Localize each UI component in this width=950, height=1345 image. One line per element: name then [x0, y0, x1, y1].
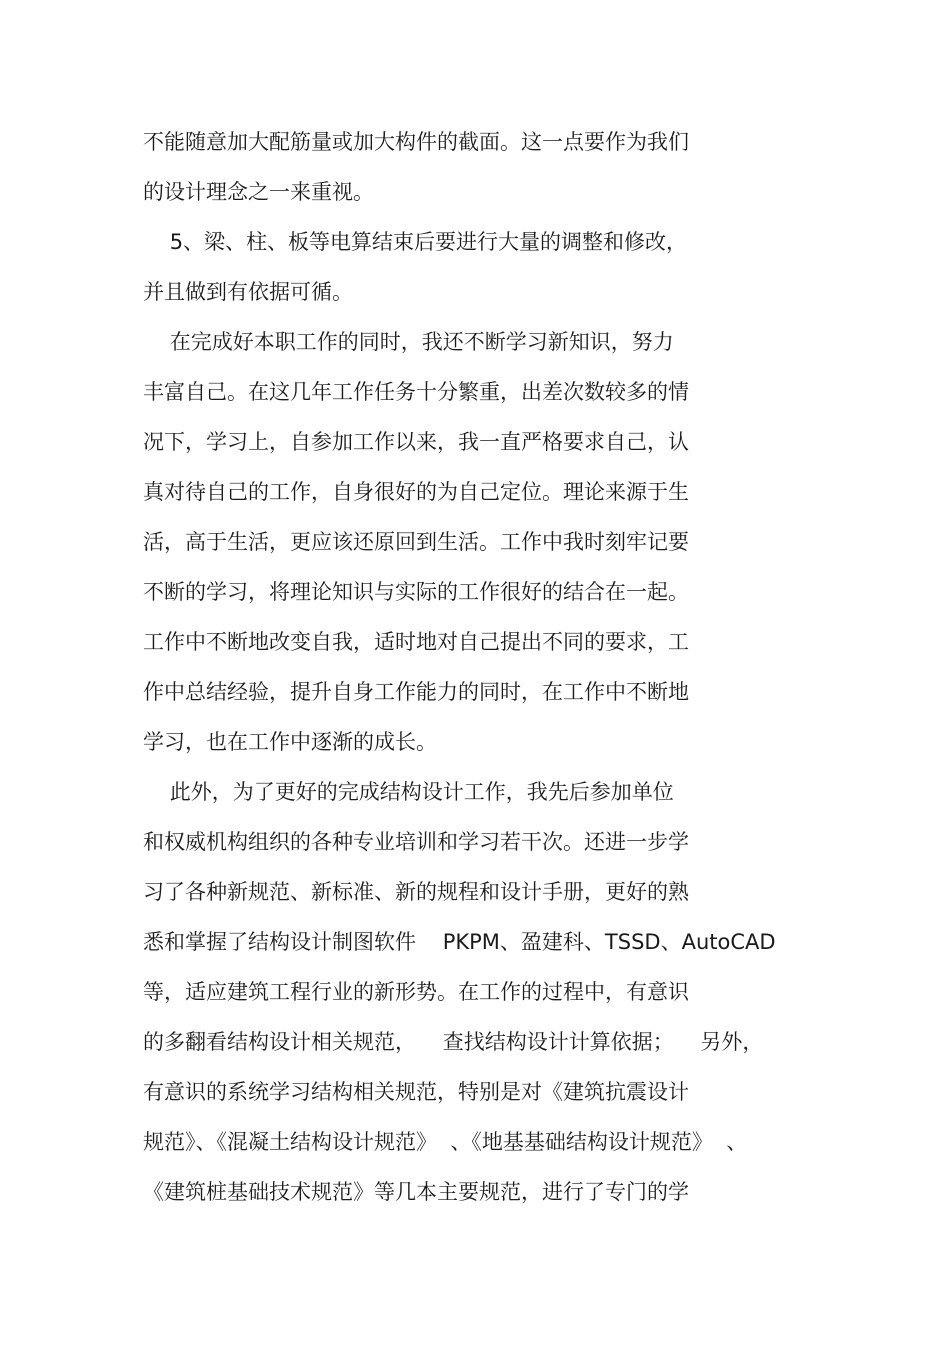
text-line-21: 规范》、《混凝土结构设计规范》 、《地基基础结构设计规范》 、 — [143, 1130, 748, 1154]
text-line-7: 况下，学习上，自参加工作以来，我一直严格要求自己，认 — [143, 430, 689, 454]
text-line-8: 真对待自己的工作，自身很好的为自己定位。理论来源于生 — [143, 480, 689, 504]
text-line-10: 不断的学习，将理论知识与实际的工作很好的结合在一起。 — [143, 580, 689, 604]
text-line-6: 丰富自己。在这几年工作任务十分繁重，出差次数较多的情 — [143, 380, 689, 404]
text-line-2: 的设计理念之一来重视。 — [143, 180, 374, 204]
text-line-14: 此外，为了更好的完成结构设计工作，我先后参加单位 — [143, 780, 674, 804]
text-line-5: 在完成好本职工作的同时，我还不断学习新知识，努力 — [143, 330, 674, 354]
text-line-19: 的多翻看结构设计相关规范， 查找结构设计计算依据； 另外， — [143, 1030, 764, 1054]
text-line-20: 有意识的系统学习结构相关规范，特别是对《建筑抗震设计 — [143, 1080, 689, 1104]
text-line-13: 学习，也在工作中逐渐的成长。 — [143, 730, 437, 754]
text-line-11: 工作中不断地改变自我，适时地对自己提出不同的要求，工 — [143, 630, 689, 654]
text-line-12: 作中总结经验，提升自身工作能力的同时，在工作中不断地 — [143, 680, 689, 704]
text-line-1: 不能随意加大配筋量或加大构件的截面。这一点要作为我们 — [143, 130, 689, 154]
text-line-18: 等，适应建筑工程行业的新形势。在工作的过程中，有意识 — [143, 980, 689, 1004]
text-line-15: 和权威机构组织的各种专业培训和学习若干次。还进一步学 — [143, 830, 689, 854]
text-line-16: 习了各种新规范、新标准、新的规程和设计手册，更好的熟 — [143, 880, 689, 904]
text-line-4: 并且做到有依据可循。 — [143, 280, 353, 304]
text-line-17: 悉和掌握了结构设计制图软件 PKPM、盈建科、TSSD、AutoCAD — [143, 930, 776, 954]
text-line-3: 5、梁、柱、板等电算结束后要进行大量的调整和修改， — [143, 230, 688, 254]
text-line-22: 《建筑桩基础技术规范》等几本主要规范，进行了专门的学 — [143, 1180, 689, 1204]
text-line-9: 活，高于生活，更应该还原回到生活。工作中我时刻牢记要 — [143, 530, 689, 554]
